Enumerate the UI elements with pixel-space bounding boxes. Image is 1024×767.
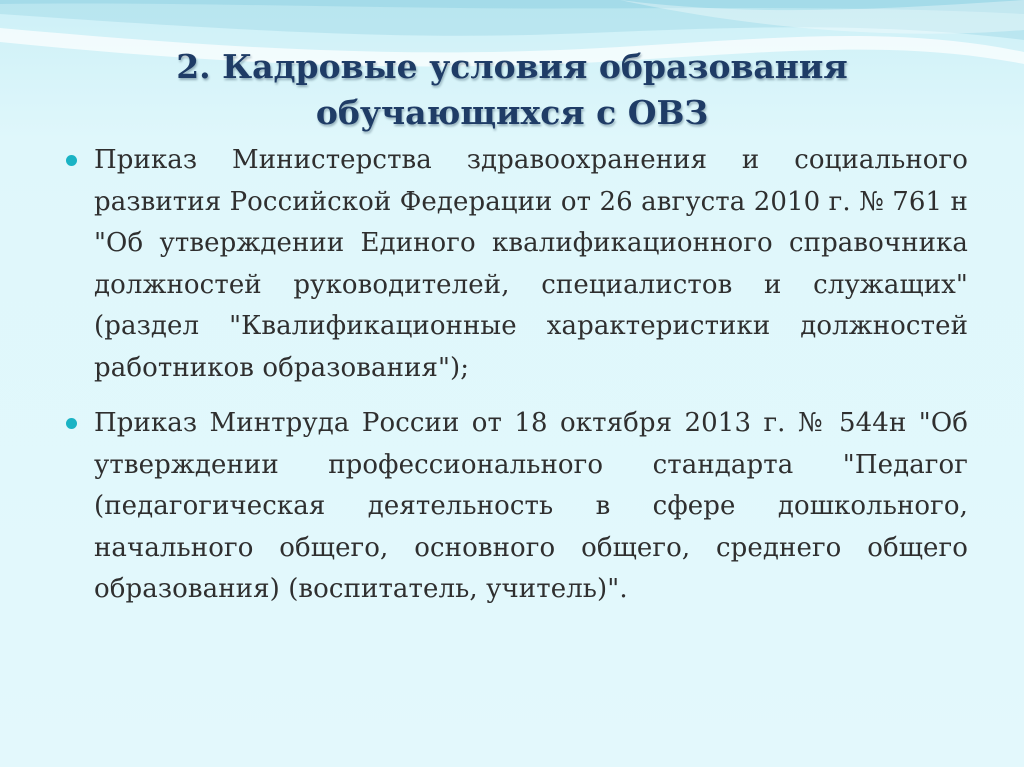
slide-title: 2. Кадровые условия образования обучающихся с ОВЗ [176,47,848,132]
list-item [58,403,968,611]
bullet-text: Приказ Министерства здравоохранения и социального развития Российской Федерации от 26 августа 2010 г. № 761 н "Об утверждении Единого квалификационного справочника должностей руководителей, специалистов и служащих" (раздел "Квалификационные характеристики должностей работников образования"); [94,145,968,383]
bullet-icon [66,155,77,166]
bullet-text: Приказ Минтруда России от 18 октября 2013 г. № 544н "Об утверждении профессионального стандарта "Педагог (педагогическая деятельность в сфере дошкольного, начального общего, основного общего, среднего общего образования) (воспитатель, учитель)". [94,408,968,604]
bullet-icon [66,418,77,429]
bullet-list [58,140,968,625]
list-item [58,140,968,389]
